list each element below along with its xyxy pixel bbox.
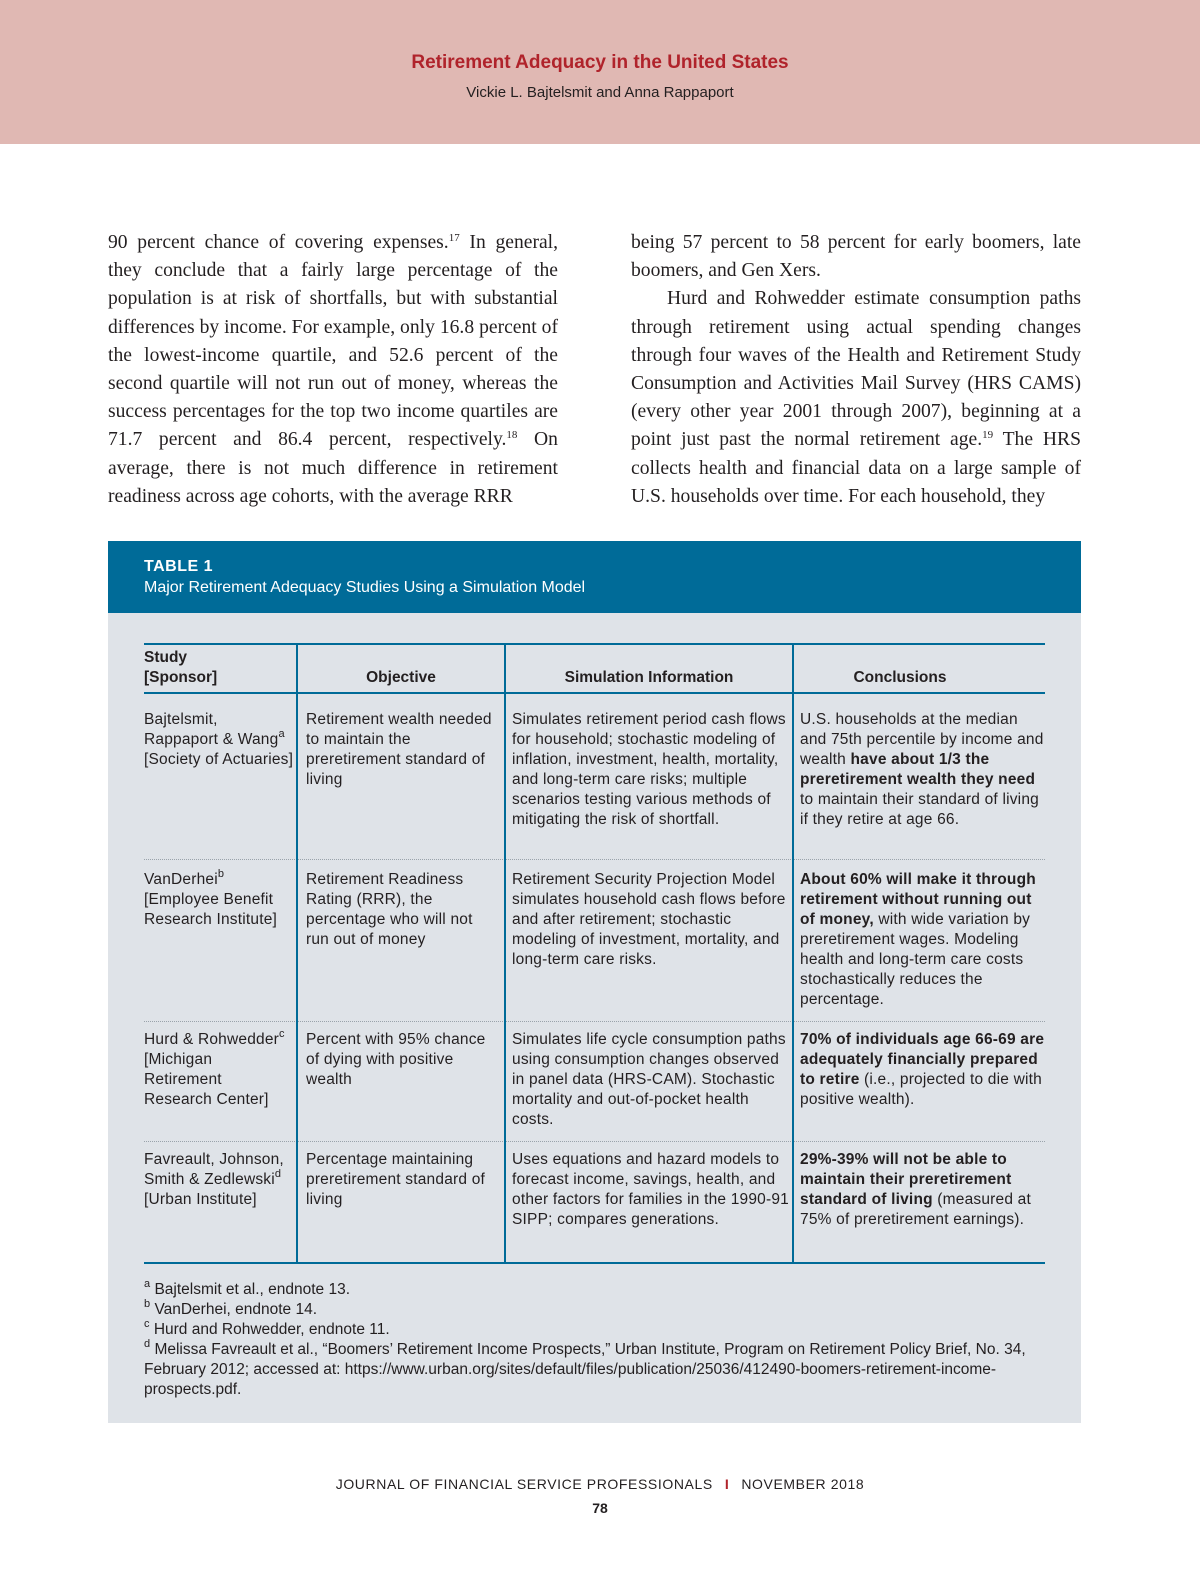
table-rule-bottom <box>144 1262 1045 1264</box>
col-header-simulation: Simulation Information <box>564 669 734 686</box>
footer-separator: I <box>724 1476 730 1492</box>
table-cell-simulation: Simulates life cycle consumption paths using consumption changes observed in panel data (HRS-CAM). Stochastic mortality and out-of-pocket health costs. <box>512 1031 786 1128</box>
body-column-right <box>631 229 1081 511</box>
col-header-objective: Objective <box>366 669 436 686</box>
table-cell-conclusions: About 60% will make it through retirement without running out of money, with wide variation by preretirement wages. Modeling health and long-term care costs stochastically reduces the percentage. <box>800 871 1036 1008</box>
running-footer <box>0 1476 1200 1492</box>
table-note: $^b$ VanDerhei, endnote 14. <box>144 1298 318 1318</box>
issue-date: NOVEMBER 2018 <box>741 1476 865 1492</box>
table-cell-simulation: Simulates retirement period cash flows for household; stochastic modeling of inflation, investment, health, mortality, and long-term care risks; multiple scenarios testing various methods of mitigating the risk of shortfall. <box>512 711 786 828</box>
table-cell-conclusions: 70% of individuals age 66-69 are adequately financially prepared to retire (i.e., projected to die with positive wealth). <box>800 1031 1045 1108</box>
table-cell-conclusions: U.S. households at the median and 75th percentile by income and wealth have about 1/3 the preretirement wealth they need to maintain their standard of living if they retire at age 66. <box>800 711 1044 828</box>
table-note: $^d$ Melissa Favreault et al., “Boomers’ Retirement Income Prospects,” Urban Institute, Program on Retirement Policy Brief, No. 34, February 2012; accessed at: https://www.urban.org/sites/default/files/publication/25036/412490-boomers-retirement-income-prospects.pdf. <box>144 1338 1026 1398</box>
endnote-ref[interactable]: 17 <box>448 232 460 244</box>
table-cell-conclusions: 29%-39% will not be able to maintain their preretirement standard of living (measured at 75% of preretirement earnings). <box>800 1151 1032 1228</box>
table-cell-study: Favreault, Johnson, Smith & Zedlewski$^d$ [Urban Institute] <box>144 1151 284 1208</box>
table-notes <box>144 1280 1044 1400</box>
header-title: Retirement Adequacy in the United States <box>411 52 789 73</box>
table-label: TABLE 1 <box>144 558 213 575</box>
table-caption: Major Retirement Adequacy Studies Using a Simulation Model <box>144 579 586 596</box>
table-title-bar <box>108 541 1081 613</box>
col-header-conclusions: Conclusions <box>853 669 947 686</box>
table-cell-objective: Retirement wealth needed to maintain the preretirement standard of living <box>306 711 492 788</box>
table-cell-objective: Percent with 95% chance of dying with positive wealth <box>306 1031 486 1088</box>
column-divider <box>296 643 298 1263</box>
table-cell-objective: Retirement Readiness Rating (RRR), the percentage who will not run out of money <box>306 871 473 948</box>
table-cell-study: Hurd & Rohwedder$^c$ [Michigan Retirement Research Center] <box>144 1028 285 1108</box>
row-divider <box>144 1021 1045 1022</box>
journal-name: JOURNAL OF FINANCIAL SERVICE PROFESSIONALS <box>335 1476 713 1492</box>
endnote-ref[interactable]: 19 <box>982 429 994 442</box>
table-note: $^c$ Hurd and Rohwedder, endnote 11. <box>144 1318 390 1338</box>
table-rule-top <box>144 643 1045 645</box>
table-cell-simulation: Retirement Security Projection Model simulates household cash flows before and after retirement; stochastic modeling of investment, mortality, and long-term care risks. <box>512 871 786 968</box>
table-note: $^a$ Bajtelsmit et al., endnote 13. <box>144 1278 351 1298</box>
column-divider <box>792 643 794 1263</box>
table-cell-objective: Percentage maintaining preretirement standard of living <box>306 1151 486 1208</box>
table-cell-study: VanDerhei$^b$ [Employee Benefit Research Institute] <box>144 868 278 928</box>
body-paragraph: Hurd and Rohwedder estimate consumption paths through retirement using actual spending changes through four waves of the Health and Retirement Study Consumption and Activities Mail Survey (HRS CAMS) (every other year 2001 through 2007), beginning at a point just past the normal retirement age.$^{19}$ The HRS collects health and financial data on a large sample of U.S. households over time. For each household, they <box>631 288 1081 507</box>
body-paragraph: being 57 percent to 58 percent for early boomers, late boomers, and Gen Xers. <box>631 232 1081 282</box>
endnote-ref[interactable]: 18 <box>506 429 518 442</box>
column-divider <box>504 643 506 1263</box>
row-divider <box>144 859 1045 860</box>
header-authors: Vickie L. Bajtelsmit and Anna Rappaport <box>466 84 734 101</box>
row-divider <box>144 1141 1045 1142</box>
table-cell-study: Bajtelsmit, Rappaport & Wang$^a$ [Society of Actuaries] <box>144 711 294 768</box>
running-header <box>0 0 1200 144</box>
page-number: 78 <box>592 1500 608 1516</box>
table-cell-simulation: Uses equations and hazard models to forecast income, savings, health, and other factors for families in the 1990-91 SIPP; compares generations. <box>512 1151 790 1228</box>
body-paragraph: 90 percent chance of covering expenses.$^{17}$ In general, they conclude that a fairly large percentage of the population is at risk of shortfalls, but with substantial differences by income. For example, only 16.8 percent of the lowest-income quartile, and 52.6 percent of the second quartile will not run out of money, whereas the success percentages for the top two income quartiles are 71.7 percent and 86.4 percent, respectively.$^{18}$ On average, there is not much difference in retirement readiness across age cohorts, with the average RRR <box>108 232 559 507</box>
body-column-left <box>108 229 558 511</box>
table-rule-header <box>144 692 1045 694</box>
col-header-study: Study [Sponsor] <box>144 649 218 686</box>
